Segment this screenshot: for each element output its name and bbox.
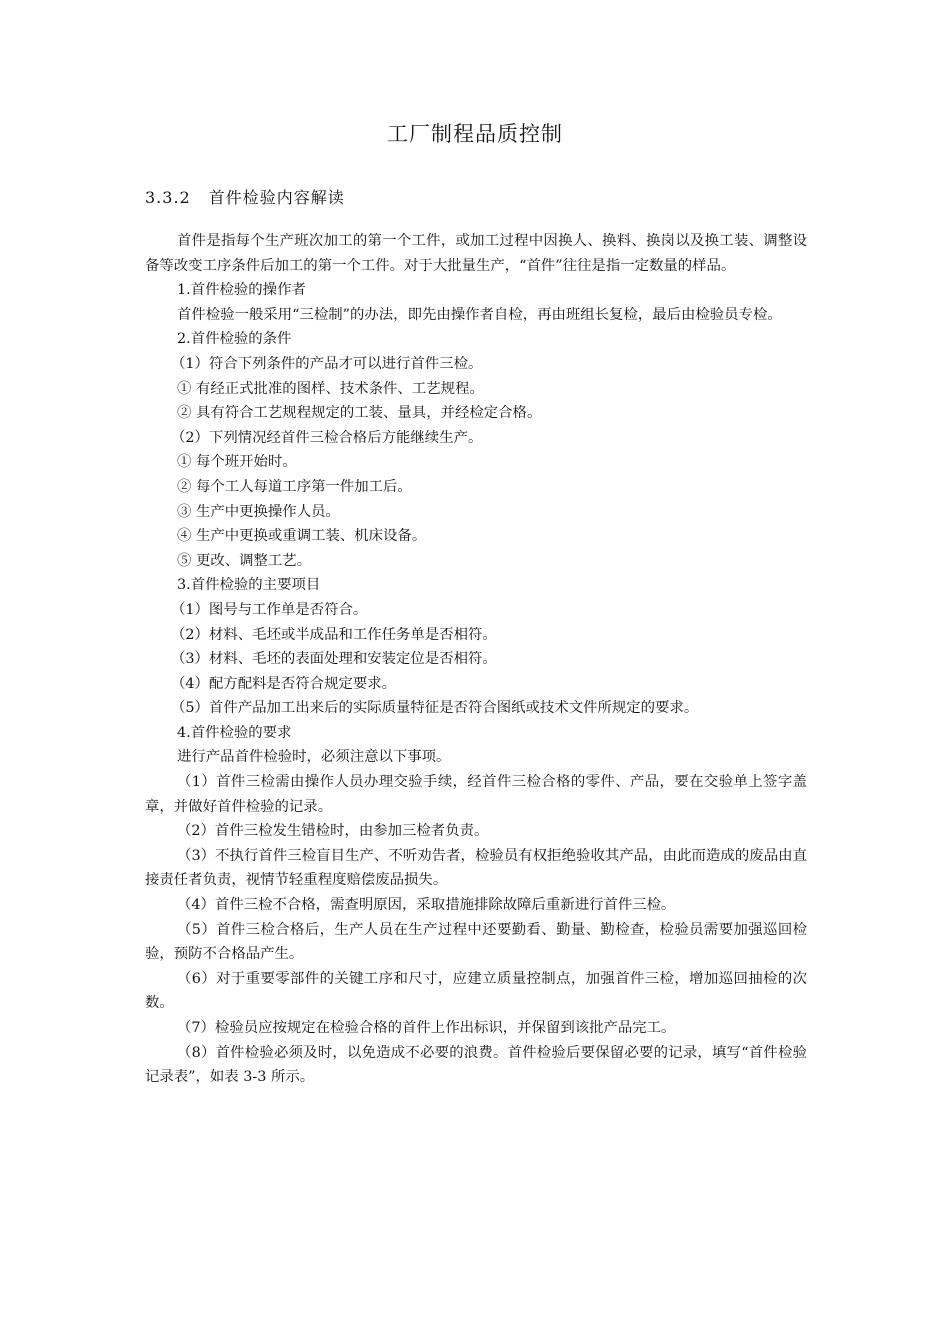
list-item: ① 有经正式批准的图样、技术条件、工艺规程。 [177,380,484,397]
section-title: 首件检验内容解读 [208,188,345,207]
section-heading [145,185,345,208]
intro-paragraph: 首件是指每个生产班次加工的第一个工件，或加工过程中因换人、换料、换岗以及换工装、调整设备等改变工序条件后加工的第一个工件。对于大批量生产，“首件”往往是指一定数量的样品。 [145,233,807,274]
subsection-4-intro: 进行产品首件检验时，必须注意以下事项。 [177,749,451,766]
condition-paragraph-2: （2）下列情况经首件三检合格后方能继续生产。 [171,429,483,446]
subsection-heading-1: 1.首件检验的操作者 [177,282,306,299]
list-item: ④ 生产中更换或重调工装、机床设备。 [177,528,427,545]
subsection-heading-2: 2.首件检验的条件 [177,331,292,348]
list-item: （5）首件产品加工出来后的实际质量特征是否符合图纸或技术文件所规定的要求。 [171,700,699,717]
document-title: 工厂制程品质控制 [387,122,563,146]
subsection-heading-4: 4.首件检验的要求 [177,724,292,741]
list-item: ② 具有符合工艺规程规定的工装、量具，并经检定合格。 [177,405,542,422]
list-item: （2）材料、毛坯或半成品和工作任务单是否相符。 [171,626,497,643]
list-item: ② 每个工人每道工序第一件加工后。 [177,478,412,495]
list-item: ③ 生产中更换操作人员。 [177,503,340,520]
list-item: （4）首件三检不合格，需查明原因，采取措施排除故障后重新进行首件三检。 [177,897,676,914]
subsection-heading-3: 3.首件检验的主要项目 [177,577,321,594]
document-body [145,229,807,1090]
list-item: ① 每个班开始时。 [177,454,297,471]
list-item: （1）首件三检需由操作人员办理交验手续，经首件三检合格的零件、产品，要在交验单上签字盖章，并做好首件检验的记录。 [145,774,807,815]
list-item: ⑤ 更改、调整工艺。 [177,552,312,569]
list-item: （7）检验员应按规定在检验合格的首件上作出标识，并保留到该批产品完工。 [177,1020,676,1036]
list-item: （4）配方配料是否符合规定要求。 [171,675,397,692]
section-number: 3.3.2 [145,188,191,207]
condition-paragraph-1: （1）符合下列条件的产品才可以进行首件三检。 [171,355,483,372]
list-item: （3）不执行首件三检盲目生产、不听劝告者，检验员有权拒绝验收其产品，由此而造成的废品由直接责任者负责，视情节轻重程度赔偿废品损失。 [145,847,807,889]
list-item: （2）首件三检发生错检时，由参加三检者负责。 [177,823,489,840]
list-item: （1）图号与工作单是否符合。 [171,601,368,618]
list-item: （6）对于重要零部件的关键工序和尺寸，应建立质量控制点，加强首件三检，增加巡回抽检的次数。 [145,970,807,1012]
list-item: （8）首件检验必须及时，以免造成不必要的浪费。首件检验后要保留必要的记录，填写“首件检验记录表”，如表 3-3 所示。 [145,1044,807,1086]
list-item: （5）首件三检合格后，生产人员在生产过程中还要勤看、勤量、勤检查，检验员需要加强巡回检验，预防不合格品产生。 [145,921,807,963]
subsection-1-text: 首件检验一般采用“三检制”的办法，即先由操作者自检，再由班组长复检，最后由检验员专检。 [177,306,782,323]
list-item: （3）材料、毛坯的表面处理和安装定位是否相符。 [171,651,497,668]
